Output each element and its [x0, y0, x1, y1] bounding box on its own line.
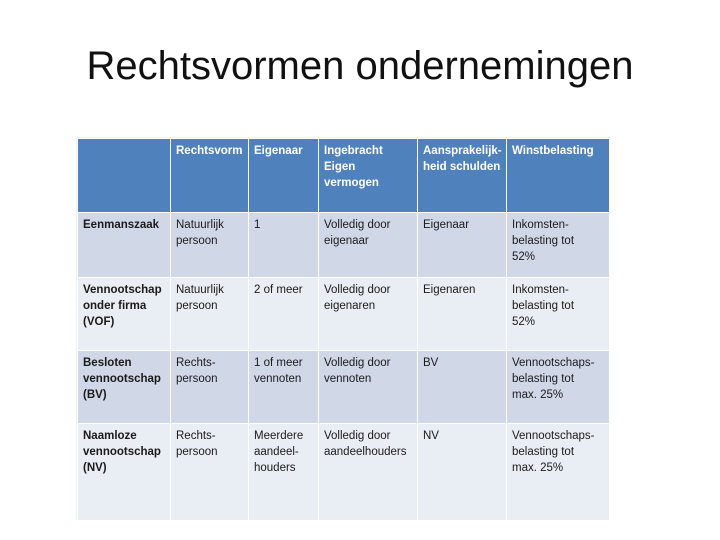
- header-cell-rechtsvorm: Rechtsvorm: [171, 139, 249, 213]
- table-cell: Volledig door eigenaar: [319, 213, 418, 278]
- table-cell: NV: [418, 424, 507, 521]
- header-cell-ingebracht-eigen-vermogen: Ingebracht Eigen vermogen: [319, 139, 418, 213]
- legal-forms-table: [77, 138, 610, 521]
- row-label: Eenmanszaak: [78, 213, 171, 278]
- table-cell: 1: [249, 213, 319, 278]
- table-cell: Vennootschaps- belasting tot max. 25%: [507, 351, 610, 424]
- legal-forms-table-container: [77, 138, 609, 519]
- table-cell: Inkomsten- belasting tot 52%: [507, 278, 610, 351]
- table-cell: Inkomsten- belasting tot 52%: [507, 213, 610, 278]
- slide-title: Rechtsvormen ondernemingen: [86, 44, 634, 88]
- table-cell: Volledig door aandeelhouders: [319, 424, 418, 521]
- row-label: Besloten vennootschap (BV): [78, 351, 171, 424]
- table-cell: 2 of meer: [249, 278, 319, 351]
- table-row: [78, 213, 610, 278]
- table-header-row: [78, 139, 610, 213]
- table-cell: Eigenaren: [418, 278, 507, 351]
- table-row: [78, 278, 610, 351]
- header-cell-empty: [78, 139, 171, 213]
- table-cell: Natuurlijk persoon: [171, 278, 249, 351]
- table-cell: Volledig door eigenaren: [319, 278, 418, 351]
- table-cell: Natuurlijk persoon: [171, 213, 249, 278]
- row-label: Vennootschap onder firma (VOF): [78, 278, 171, 351]
- table-cell: BV: [418, 351, 507, 424]
- table-cell: Vennootschaps- belasting tot max. 25%: [507, 424, 610, 521]
- table-cell: Eigenaar: [418, 213, 507, 278]
- row-label: Naamloze vennootschap (NV): [78, 424, 171, 521]
- table-cell: Volledig door vennoten: [319, 351, 418, 424]
- header-cell-aansprakelijkheid: Aansprakelijk- heid schulden: [418, 139, 507, 213]
- header-cell-winstbelasting: Winstbelasting: [507, 139, 610, 213]
- table-cell: Rechts- persoon: [171, 351, 249, 424]
- table-cell: 1 of meer vennoten: [249, 351, 319, 424]
- header-cell-eigenaar: Eigenaar: [249, 139, 319, 213]
- table-row: [78, 351, 610, 424]
- table-row: [78, 424, 610, 521]
- table-cell: Rechts- persoon: [171, 424, 249, 521]
- table-cell: Meerdere aandeel- houders: [249, 424, 319, 521]
